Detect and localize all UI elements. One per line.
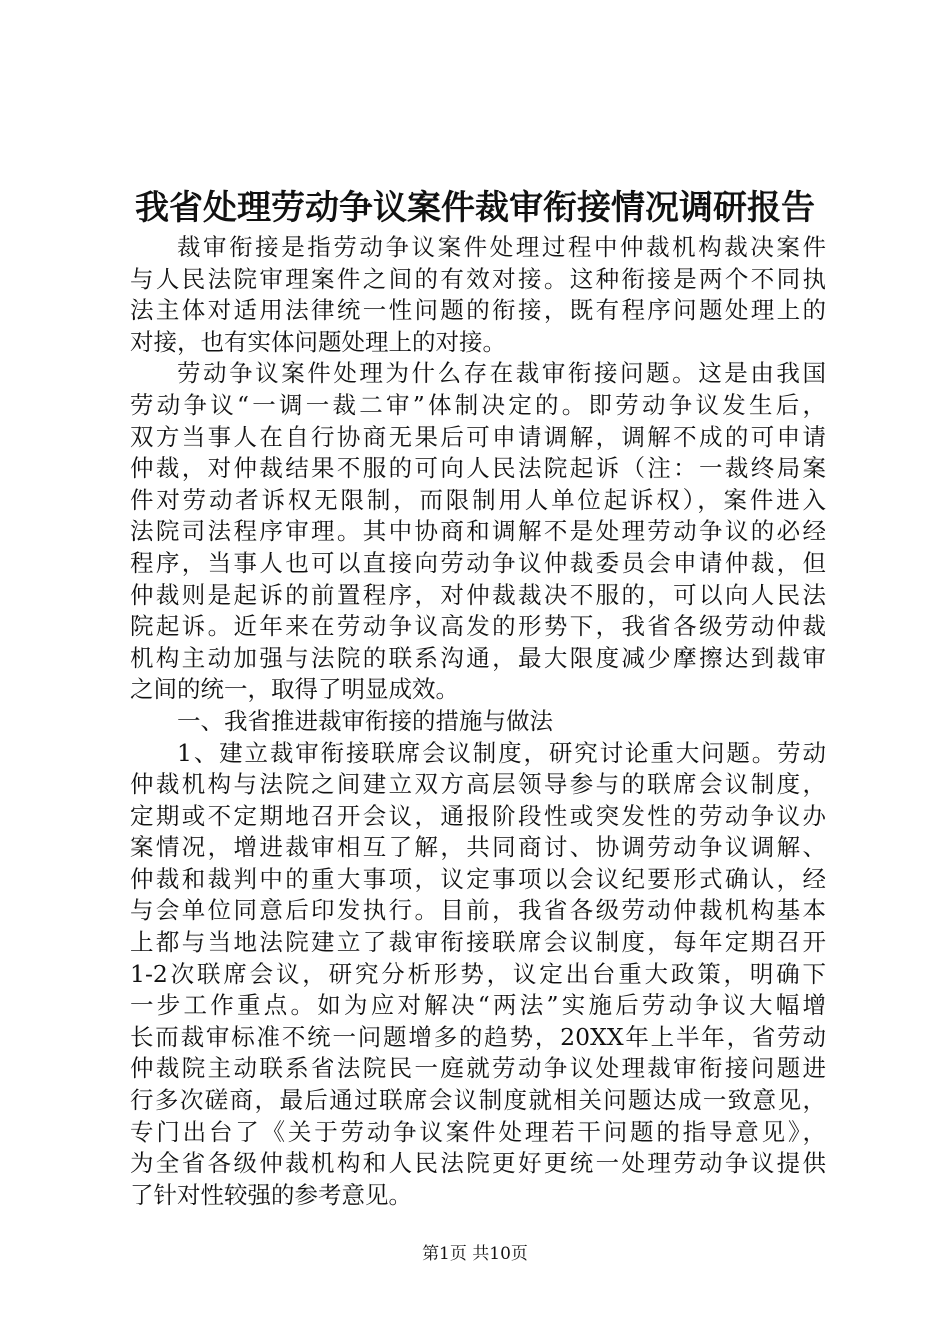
- body-text-line: 劳动争议“一调一裁二审”体制决定的。即劳动争议发生后，: [130, 390, 826, 419]
- body-text-line: 法院司法程序审理。其中协商和调解不是处理劳动争议的必经: [130, 517, 826, 546]
- body-text-line: 行多次磋商，最后通过联席会议制度就相关问题达成一致意见，: [130, 1086, 826, 1115]
- body-text-line: 仲裁则是起诉的前置程序，对仲裁裁决不服的，可以向人民法: [130, 580, 826, 609]
- document-body: [130, 232, 826, 1211]
- body-text-line: 仲裁院主动联系省法院民一庭就劳动争议处理裁审衔接问题进: [130, 1054, 826, 1083]
- body-text-line: 院起诉。近年来在劳动争议高发的形势下，我省各级劳动仲裁: [130, 612, 826, 641]
- body-text-line: 仲裁和裁判中的重大事项，议定事项以会议纪要形式确认，经: [130, 864, 826, 893]
- body-text-line: 案情况，增进裁审相互了解，共同商讨、协调劳动争议调解、: [130, 833, 826, 862]
- body-text-line: 双方当事人在自行协商无果后可申请调解，调解不成的可申请: [130, 422, 826, 451]
- page-footer: 第1页 共10页: [422, 1244, 528, 1264]
- body-text-line: 专门出台了《关于劳动争议案件处理若干问题的指导意见》，: [130, 1117, 826, 1146]
- body-text-line: 与会单位同意后印发执行。目前，我省各级劳动仲裁机构基本: [130, 896, 826, 925]
- body-text-line: 了针对性较强的参考意见。: [130, 1180, 412, 1209]
- body-text-line: 仲裁，对仲裁结果不服的可向人民法院起诉（注：一裁终局案: [130, 454, 826, 483]
- body-text-line: 定期或不定期地召开会议，通报阶段性或突发性的劳动争议办: [130, 801, 826, 830]
- document-title: 我省处理劳动争议案件裁审衔接情况调研报告: [135, 188, 815, 228]
- body-text-line: 一、我省推进裁审衔接的措施与做法: [177, 706, 553, 735]
- body-text-line: 1、建立裁审衔接联席会议制度，研究讨论重大问题。劳动: [177, 738, 826, 767]
- body-text-line: 程序，当事人也可以直接向劳动争议仲裁委员会申请仲裁，但: [130, 548, 826, 577]
- body-text-line: 件对劳动者诉权无限制，而限制用人单位起诉权），案件进入: [130, 485, 826, 514]
- body-text-line: 1-2次联席会议，研究分析形势，议定出台重大政策，明确下: [130, 959, 826, 988]
- body-text-line: 劳动争议案件处理为什么存在裁审衔接问题。这是由我国: [177, 359, 826, 388]
- body-text-line: 仲裁机构与法院之间建立双方高层领导参与的联席会议制度，: [130, 770, 826, 799]
- body-text-line: 与人民法院审理案件之间的有效对接。这种衔接是两个不同执: [130, 264, 826, 293]
- body-text-line: 为全省各级仲裁机构和人民法院更好更统一处理劳动争议提供: [130, 1149, 826, 1178]
- body-text-line: 对接，也有实体问题处理上的对接。: [130, 327, 506, 356]
- body-text-line: 裁审衔接是指劳动争议案件处理过程中仲裁机构裁决案件: [177, 233, 826, 261]
- body-text-line: 上都与当地法院建立了裁审衔接联席会议制度，每年定期召开: [130, 928, 826, 957]
- body-text-line: 长而裁审标准不统一问题增多的趋势，20XX年上半年，省劳动: [130, 1022, 826, 1051]
- body-text-line: 一步工作重点。如为应对解决“两法”实施后劳动争议大幅增: [130, 991, 826, 1020]
- body-text-line: 法主体对适用法律统一性问题的衔接，既有程序问题处理上的: [130, 296, 826, 325]
- body-text-line: 机构主动加强与法院的联系沟通，最大限度减少摩擦达到裁审: [130, 643, 826, 672]
- body-text-line: 之间的统一，取得了明显成效。: [130, 675, 459, 704]
